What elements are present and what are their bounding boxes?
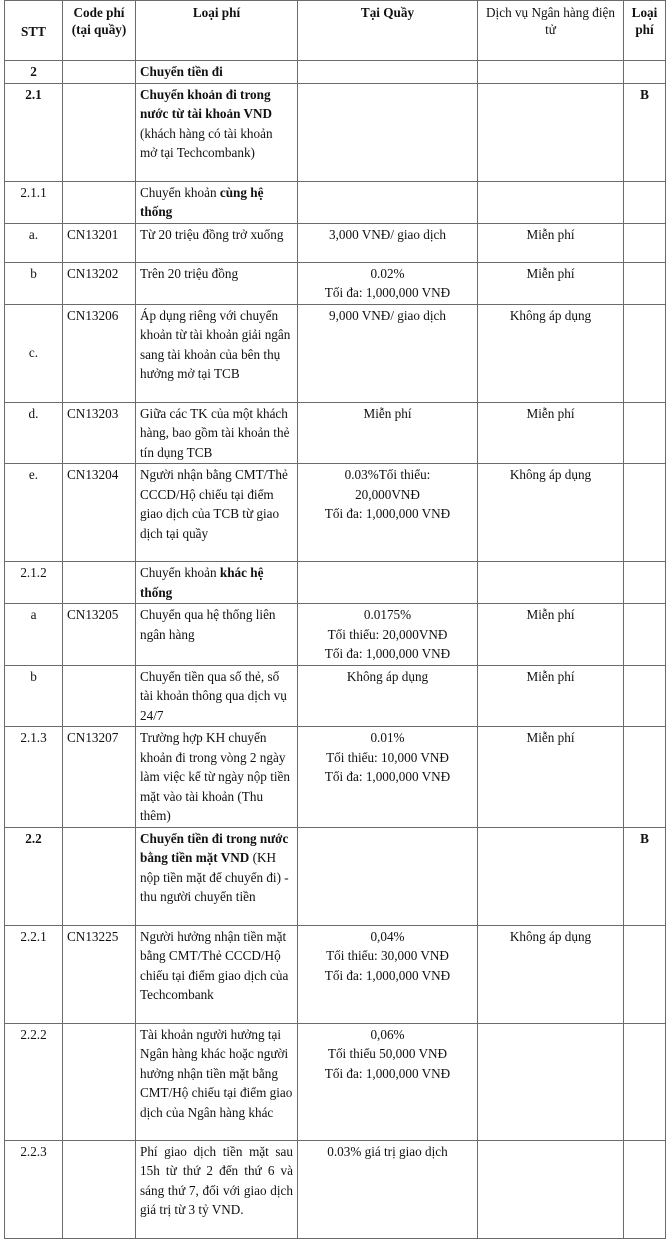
cell-stt: 2.1.3 bbox=[5, 727, 63, 828]
cell-loai: Người hưởng nhận tiền mặt bằng CMT/Thẻ CCCD/Hộ chiếu tại điểm giao dịch của Techcombank bbox=[136, 925, 298, 1023]
table-row bbox=[5, 925, 666, 1023]
cell-loai: Phí giao dịch tiền mặt sau 15h từ thứ 2 đến thứ 6 và sáng thứ 7, đối với giao dịch giá trị từ 3 tỷ VND. bbox=[136, 1140, 298, 1238]
header-code: Code phí (tại quầy) bbox=[63, 1, 136, 61]
table-row bbox=[5, 464, 666, 562]
header-tai-quay: Tại Quầy bbox=[298, 1, 478, 61]
table-row bbox=[5, 262, 666, 304]
table-row bbox=[5, 727, 666, 828]
cell-quay: 3,000 VNĐ/ giao dịch bbox=[298, 223, 478, 262]
quay-line: Tối thiểu: 20,000VNĐ bbox=[327, 626, 448, 642]
cell-dv bbox=[478, 83, 624, 181]
cell-code bbox=[63, 562, 136, 604]
header-loai-phi: Loại phí bbox=[136, 1, 298, 61]
cell-loai: Trên 20 triệu đồng bbox=[136, 262, 298, 304]
cell-lp bbox=[624, 1140, 666, 1238]
cell-quay bbox=[298, 1023, 478, 1140]
loai-normal: Chuyển khoản bbox=[140, 565, 220, 580]
loai-normal: (KH nộp tiền mặt để chuyển đi) - thu người chuyển tiền bbox=[140, 850, 289, 904]
cell-code bbox=[63, 827, 136, 925]
cell-dv: Không áp dụng bbox=[478, 304, 624, 402]
cell-quay bbox=[298, 925, 478, 1023]
cell-stt: a bbox=[5, 604, 63, 666]
quay-line: 0.01% bbox=[370, 730, 405, 745]
cell-quay: Không áp dụng bbox=[298, 665, 478, 727]
cell-dv bbox=[478, 827, 624, 925]
cell-lp bbox=[624, 181, 666, 223]
table-row bbox=[5, 665, 666, 727]
cell-loai bbox=[136, 83, 298, 181]
quay-line: 0.02% bbox=[370, 265, 405, 281]
loai-bold: Chuyển khoản đi trong nước từ tài khoản VND bbox=[140, 86, 273, 121]
cell-stt: c. bbox=[5, 304, 63, 402]
header-stt: STT bbox=[5, 1, 63, 61]
cell-stt: 2.2.2 bbox=[5, 1023, 63, 1140]
cell-dv bbox=[478, 181, 624, 223]
cell-lp bbox=[624, 464, 666, 562]
cell-lp bbox=[624, 665, 666, 727]
loai-bold: Chuyển tiền đi trong nước bằng tiền mặt VND bbox=[140, 830, 289, 865]
loai-normal: (khách hàng có tài khoản mở tại Techcombank) bbox=[140, 125, 273, 160]
cell-code: CN13205 bbox=[63, 604, 136, 666]
table-row bbox=[5, 562, 666, 604]
cell-lp bbox=[624, 61, 666, 84]
cell-quay bbox=[298, 604, 478, 666]
cell-quay bbox=[298, 827, 478, 925]
cell-dv bbox=[478, 1140, 624, 1238]
quay-line: 0.03%Tối thiểu: 20,000VNĐ bbox=[344, 467, 431, 502]
cell-lp bbox=[624, 402, 666, 464]
cell-loai: Người nhận bằng CMT/Thẻ CCCD/Hộ chiếu tại điểm giao dịch của TCB từ giao dịch tại quầy bbox=[136, 464, 298, 562]
quay-line: Tối thiểu: 30,000 VNĐ bbox=[326, 948, 449, 963]
header-row bbox=[5, 1, 666, 61]
cell-stt: b bbox=[5, 262, 63, 304]
cell-lp bbox=[624, 304, 666, 402]
cell-code: CN13207 bbox=[63, 727, 136, 828]
cell-stt: 2.2.1 bbox=[5, 925, 63, 1023]
cell-quay bbox=[298, 61, 478, 84]
quay-line: Tối đa: 1,000,000 VNĐ bbox=[324, 967, 451, 983]
quay-line: Tối thiểu: 10,000 VNĐ bbox=[326, 749, 449, 765]
cell-stt: 2.1.2 bbox=[5, 562, 63, 604]
cell-dv: Miễn phí bbox=[478, 402, 624, 464]
cell-loai: Giữa các TK của một khách hàng, bao gồm tài khoản thẻ tín dụng TCB bbox=[136, 402, 298, 464]
cell-stt: 2 bbox=[5, 61, 63, 84]
cell-code: CN13204 bbox=[63, 464, 136, 562]
cell-loai: Từ 20 triệu đồng trở xuống bbox=[136, 223, 298, 262]
cell-stt: d. bbox=[5, 402, 63, 464]
cell-code bbox=[63, 61, 136, 84]
quay-line: 0,06% bbox=[370, 1026, 405, 1042]
fee-table bbox=[4, 0, 666, 1239]
cell-code bbox=[63, 1023, 136, 1140]
cell-stt: 2.2 bbox=[5, 827, 63, 925]
cell-quay: Miễn phí bbox=[298, 402, 478, 464]
cell-quay bbox=[298, 262, 478, 304]
cell-code bbox=[63, 1140, 136, 1238]
cell-stt: 2.1 bbox=[5, 83, 63, 181]
cell-loai bbox=[136, 827, 298, 925]
cell-dv: Miễn phí bbox=[478, 223, 624, 262]
cell-lp bbox=[624, 562, 666, 604]
loai-bold: cùng hệ thống bbox=[140, 184, 264, 219]
cell-quay: 0.03% giá trị giao dịch bbox=[298, 1140, 478, 1238]
cell-dv: Miễn phí bbox=[478, 665, 624, 727]
table-row bbox=[5, 304, 666, 402]
quay-line: Tối đa: 1,000,000 VNĐ bbox=[324, 646, 451, 661]
cell-code: CN13225 bbox=[63, 925, 136, 1023]
quay-line: Tối đa: 1,000,000 VNĐ bbox=[324, 1065, 451, 1081]
quay-line: 0.0175% bbox=[363, 607, 412, 622]
cell-lp bbox=[624, 925, 666, 1023]
cell-quay bbox=[298, 727, 478, 828]
cell-quay bbox=[298, 83, 478, 181]
table-row bbox=[5, 1023, 666, 1140]
header-loai: Loại phí bbox=[624, 1, 666, 61]
cell-dv: Miễn phí bbox=[478, 262, 624, 304]
cell-loai: Trường hợp KH chuyển khoản đi trong vòng 2 ngày làm việc kể từ ngày nộp tiền mặt vào tài khoản (Thu thêm) bbox=[136, 727, 298, 828]
cell-code bbox=[63, 181, 136, 223]
cell-loai: Chuyển tiền qua số thẻ, số tài khoản thông qua dịch vụ 24/7 bbox=[136, 665, 298, 727]
cell-lp bbox=[624, 223, 666, 262]
cell-quay bbox=[298, 562, 478, 604]
quay-line: Tối đa: 1,000,000 VNĐ bbox=[324, 285, 451, 300]
cell-lp bbox=[624, 262, 666, 304]
cell-quay bbox=[298, 181, 478, 223]
header-dich-vu: Dịch vụ Ngân hàng điện tử bbox=[478, 1, 624, 61]
loai-bold: khác hệ thống bbox=[140, 565, 264, 600]
table-row bbox=[5, 61, 666, 84]
cell-code: CN13206 bbox=[63, 304, 136, 402]
cell-loai: Chuyển qua hệ thống liên ngân hàng bbox=[136, 604, 298, 666]
cell-stt: e. bbox=[5, 464, 63, 562]
table-row bbox=[5, 181, 666, 223]
loai-normal: Chuyển khoản bbox=[140, 184, 220, 200]
cell-code: CN13203 bbox=[63, 402, 136, 464]
cell-dv bbox=[478, 61, 624, 84]
quay-line: Tối thiểu 50,000 VNĐ bbox=[327, 1046, 448, 1061]
table-row bbox=[5, 1140, 666, 1238]
table-row bbox=[5, 223, 666, 262]
cell-stt: 2.2.3 bbox=[5, 1140, 63, 1238]
cell-loai: Tài khoản người hưởng tại Ngân hàng khác hoặc người hưởng nhận tiền mặt bằng CMT/Hộ chiếu tại điểm giao dịch của Ngân hàng khác bbox=[136, 1023, 298, 1140]
cell-loai: Chuyển tiền đi bbox=[136, 61, 298, 84]
quay-line: Tối đa: 1,000,000 VNĐ bbox=[324, 506, 451, 521]
cell-loai bbox=[136, 181, 298, 223]
cell-stt: a. bbox=[5, 223, 63, 262]
cell-dv: Không áp dụng bbox=[478, 464, 624, 562]
cell-dv bbox=[478, 562, 624, 604]
cell-loai bbox=[136, 562, 298, 604]
cell-lp bbox=[624, 1023, 666, 1140]
table-row bbox=[5, 827, 666, 925]
quay-line: 0,04% bbox=[370, 928, 405, 944]
table-row bbox=[5, 402, 666, 464]
cell-code: CN13202 bbox=[63, 262, 136, 304]
cell-dv bbox=[478, 1023, 624, 1140]
cell-quay: 9,000 VNĐ/ giao dịch bbox=[298, 304, 478, 402]
cell-code: CN13201 bbox=[63, 223, 136, 262]
cell-dv: Không áp dụng bbox=[478, 925, 624, 1023]
cell-lp bbox=[624, 604, 666, 666]
quay-line: Tối đa: 1,000,000 VNĐ bbox=[324, 769, 451, 784]
cell-code bbox=[63, 83, 136, 181]
table-row bbox=[5, 604, 666, 666]
cell-stt: 2.1.1 bbox=[5, 181, 63, 223]
table-row bbox=[5, 83, 666, 181]
cell-stt: b bbox=[5, 665, 63, 727]
cell-quay bbox=[298, 464, 478, 562]
cell-lp: B bbox=[624, 827, 666, 925]
cell-dv: Miễn phí bbox=[478, 604, 624, 666]
cell-loai: Áp dụng riêng với chuyển khoản từ tài khoản giải ngân sang tài khoản của bên thụ hưởng mở tại TCB bbox=[136, 304, 298, 402]
cell-code bbox=[63, 665, 136, 727]
cell-lp: B bbox=[624, 83, 666, 181]
cell-lp bbox=[624, 727, 666, 828]
cell-dv: Miễn phí bbox=[478, 727, 624, 828]
